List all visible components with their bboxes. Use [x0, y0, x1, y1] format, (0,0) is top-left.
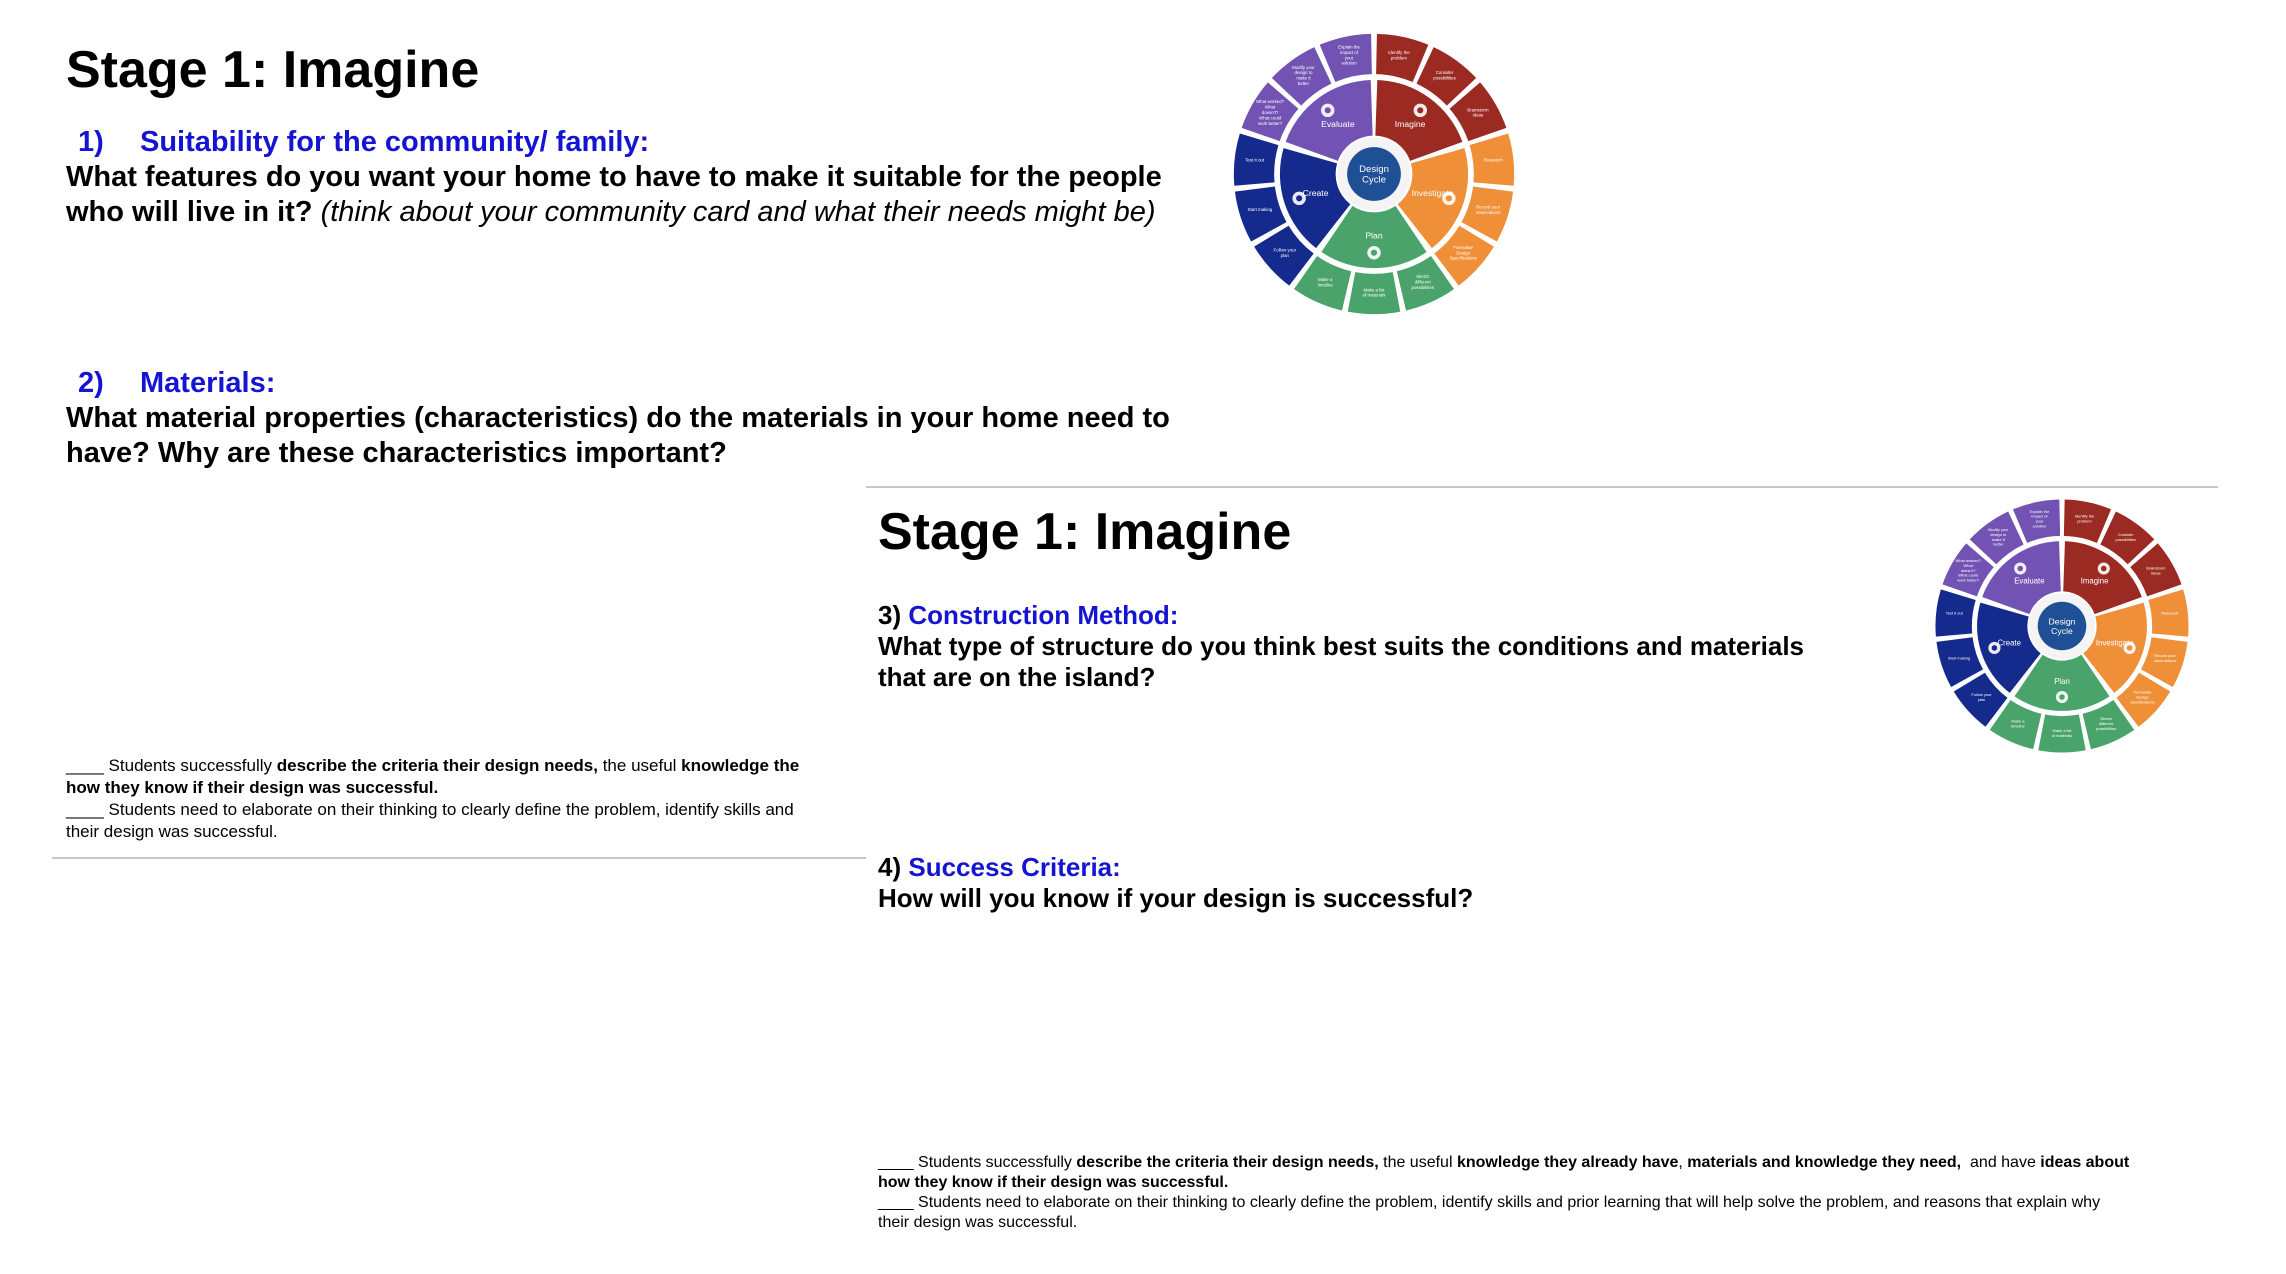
checkbox-blank: ____: [878, 1154, 914, 1171]
wheel-segment-label: Sketch different possibilities: [1411, 274, 1435, 291]
wheel-segment-label: Brainstorm ideas: [2146, 565, 2166, 576]
wheel-segment-label: Record your observations: [1475, 204, 1501, 215]
wheel-segment-label: Follow your plan: [1971, 692, 1992, 702]
wheel-segment-label: Follow your plan: [1273, 247, 1297, 258]
wheel-segment-label: Consider possibilities: [2115, 531, 2136, 542]
checkbox-blank: ____: [878, 1194, 914, 1211]
wheel-stage-label: Create: [1997, 638, 2021, 648]
checkbox-blank: ____: [66, 800, 104, 819]
question-number: 1): [78, 126, 104, 158]
question-hint: (think about your community card and what their needs might be): [320, 196, 1156, 228]
cross-tools-icon: [2059, 694, 2065, 700]
rubric-bold: describe the criteria their design needs,: [1076, 1154, 1379, 1171]
question-text-cont: that are on the island?: [878, 662, 1156, 692]
wheel-segment-label: Modify your design to make it better: [1988, 527, 2009, 547]
wheel-segment-label: Make a list of materials: [2051, 727, 2073, 738]
wheel-segment-label: Identify the problem: [1388, 49, 1410, 61]
rubric-text: their design was successful.: [878, 1214, 1078, 1231]
lightbulb-icon: [1417, 107, 1423, 113]
question-text: How will you know if your design is successful?: [878, 883, 1474, 913]
question-2: [66, 366, 1170, 471]
wheel-segment-label: What worked? What doesn't? What could work better?: [1955, 558, 1981, 583]
question-text-cont: who will live in it?: [66, 196, 313, 228]
wheel-center-label: Design: [1359, 164, 1389, 176]
rubric-bold: materials and knowledge they need,: [1687, 1154, 1962, 1171]
wheel-segment-label: Sketch different possibilities: [2095, 716, 2117, 731]
wheel-stage-label: Imagine: [1394, 119, 1426, 130]
assessment-rubric: [878, 1153, 2129, 1233]
wheel-stage-label: Evaluate: [1321, 119, 1355, 130]
design-cycle-wheel: [1230, 30, 1518, 318]
rubric-text: Students successfully: [103, 756, 277, 775]
slide-title: Stage 1: Imagine: [66, 41, 480, 99]
checkbox-blank: ____: [66, 756, 104, 775]
rubric-text: the useful: [597, 756, 682, 775]
wheel-segment-label: Research: [2161, 610, 2179, 616]
lightbulb-icon: [2101, 566, 2107, 572]
wheel-segment-label: Start making: [1947, 655, 1971, 661]
wheel-segment-label: Test it out: [1245, 157, 1265, 163]
question-text-cont: have? Why are these characteristics important?: [66, 437, 727, 469]
rubric-text: the useful: [1378, 1154, 1457, 1171]
question-4: [878, 852, 1878, 914]
question-2-heading: [66, 366, 866, 401]
wheel-stage-label: Plan: [2054, 677, 2070, 687]
rubric-text: and have: [1961, 1154, 2041, 1171]
design-cycle-wheel: [1932, 496, 2192, 756]
rubric-text: Students need to elaborate on their thinking to clearly define the problem, identify skills and prior learning that will help solve the problem, and reasons that explain why: [913, 1194, 2101, 1211]
slide-title: Stage 1: Imagine: [878, 503, 1292, 561]
wheel-segment-label: Record your observations: [2153, 653, 2177, 663]
rubric-text: Students successfully: [913, 1154, 1077, 1171]
question-number: 3): [878, 600, 902, 630]
wheel-stage-label: Investigate: [1411, 187, 1454, 198]
wheel-center-label: Cycle: [2051, 625, 2073, 636]
gear-icon: [1296, 195, 1302, 201]
question-heading: Materials:: [140, 367, 276, 399]
wheel-center-label: Design: [2048, 616, 2076, 627]
wheel-segment-label: Make a timeline: [2011, 718, 2025, 729]
wheel-segment-label: Formulate Design Specifications: [1449, 244, 1477, 261]
rubric-text: their design was successful.: [66, 822, 278, 841]
wheel-segment-label: Explain the impact of your solution: [2029, 508, 2050, 529]
gear-icon: [1992, 645, 1998, 651]
question-text: What features do you want your home to have to make it suitable for the people: [66, 161, 1162, 193]
slide-divider: [52, 857, 866, 859]
wheel-segment-label: Brainstorm ideas: [1467, 107, 1489, 118]
wheel-center-label: Cycle: [1362, 174, 1386, 186]
wheel-segment-label: Modify your design to make it better: [1292, 64, 1315, 86]
rubric-bold: how they know if their design was successful.: [66, 778, 439, 797]
wheel-stage-label: Plan: [1365, 230, 1383, 241]
question-heading: Success Criteria:: [908, 852, 1121, 882]
wheel-segment-label: What worked? What doesn't? What could work better?: [1255, 99, 1285, 126]
question-text: What material properties (characteristics) do the materials in your home need to: [66, 402, 1170, 434]
question-heading: Suitability for the community/ family:: [140, 126, 650, 158]
question-number: 4): [878, 852, 902, 882]
wheel-segment-label: Identify the problem: [2074, 513, 2095, 524]
wheel-segment-label: Consider possibilities: [1433, 70, 1456, 81]
rubric-bold: knowledge the: [681, 756, 800, 775]
question-text: What type of structure do you think best suits the conditions and materials: [878, 631, 1804, 661]
wheel-segment-label: Explain the impact of your solution: [1338, 44, 1360, 66]
rubric-bold: describe the criteria their design needs,: [276, 756, 598, 775]
rubric-bold: how they know if their design was successful.: [878, 1174, 1229, 1191]
wheel-stage-label: Create: [1302, 187, 1329, 198]
question-1: [66, 125, 1162, 230]
question-number: 2): [78, 367, 104, 399]
rubric-text: Students need to elaborate on their thinking to clearly define the problem, identify skills and: [103, 800, 794, 819]
wheel-segment-label: Start making: [1247, 207, 1273, 213]
rubric-bold: ideas about: [2040, 1154, 2130, 1171]
assessment-rubric: [66, 755, 799, 843]
wheel-segment-label: Research: [1483, 157, 1503, 163]
question-heading: Construction Method:: [908, 600, 1179, 630]
wheel-stage-label: Investigate: [2095, 638, 2134, 648]
wheel-segment-label: Test it out: [1945, 610, 1963, 616]
rubric-bold: knowledge they already have: [1456, 1154, 1679, 1171]
question-1-heading: [66, 125, 866, 160]
wheel-segment-label: Make a timeline: [1317, 276, 1333, 288]
wheel-segment-label: Make a list of materials: [1362, 287, 1386, 298]
eye-icon: [1325, 107, 1331, 113]
wheel-stage-label: Evaluate: [2014, 576, 2045, 586]
wheel-segment-label: Formulate Design Specifications: [2130, 689, 2155, 705]
eye-icon: [2017, 566, 2023, 572]
wheel-stage-label: Imagine: [2080, 576, 2109, 586]
question-3: [878, 600, 1878, 693]
rubric-text: ,: [1678, 1154, 1688, 1171]
cross-tools-icon: [1371, 250, 1377, 256]
